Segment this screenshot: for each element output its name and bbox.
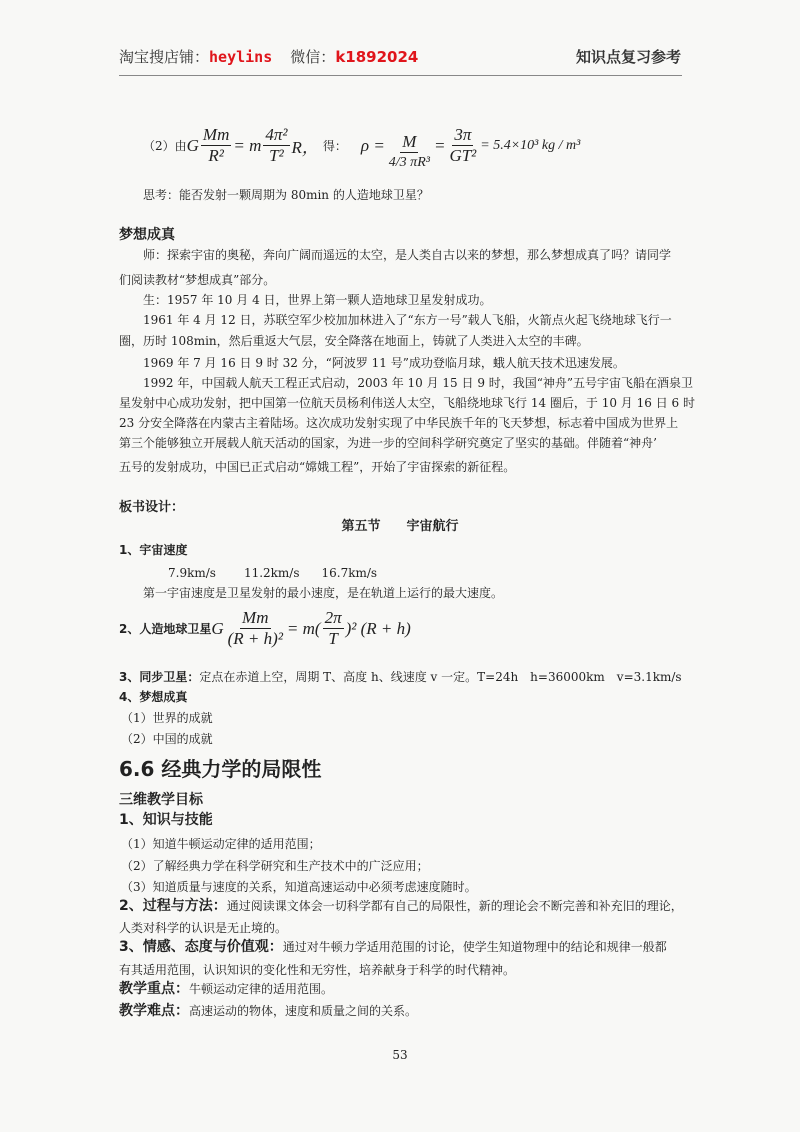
fraction [447,125,478,166]
goal-heading: 2、过程与方法： [119,898,227,914]
goal-emotion [119,939,667,955]
board-item: 4、梦想成真 [119,690,188,704]
denominator: 4/3 πR³ [388,155,430,170]
goal-heading: 1、知识与技能 [119,812,213,828]
goal-process [119,898,683,914]
math-tail: R， [291,138,319,157]
board-item-3 [119,669,682,685]
goal-text: 通过对牛顿力学适用范围的讨论，使学生知道物理中的结论和规律一般都 [282,940,667,954]
shop-name: heylins [209,48,273,66]
board-item-label: 3、同步卫星： [119,670,200,684]
denominator: R² [208,146,224,165]
denominator: GT² [449,146,477,165]
list-item: （1）知道牛顿运动定律的适用范围； [121,837,321,851]
density-formula: （2）由 G $\frac{Mm}{\text{R²}}$ = m $\frac{\text{4π²}}{\text{T²}}$ R， 得： ρ = $\frac{M}{\text{4/3 πR³}}$ = $\frac{3\pi}{\text{GT²}}$ = 5.4×10³ kg / m³ [143,118,580,173]
goal-text: 通过阅读课文体会一切科学都有自己的局限性，新的理论会不断完善和补充旧的理论， [226,899,683,913]
formula-prefix: （2）由 [143,139,187,153]
wechat-label: 微信： [290,48,336,66]
list-item: （2）了解经典力学在科学研究和生产技术中的广泛应用； [121,859,429,873]
math-G: G [186,135,199,155]
shop-label: 淘宝搜店铺： [119,48,210,66]
fraction [201,125,231,166]
paragraph-line: 1969 年 7 月 16 日 9 时 32 分，“阿波罗 11 号”成功登临月球，蛾人航天技术迅速发展。 [143,356,625,370]
board-title: 第五节 宇宙航行 [341,519,459,534]
focus-label: 教学重点： [119,981,189,997]
fraction [323,608,344,649]
speed: 7.9km/s [168,566,216,580]
paragraph-line: 23 分安全降落在内蒙古主着陆场。这次成功发射实现了中华民族千年的飞天梦想，标志着中国成为世界上 [119,416,679,430]
focus-text: 牛顿运动定律的适用范围。 [189,982,334,996]
board-item: 2、人造地球卫星 [119,622,212,636]
math-rho: ρ = [360,135,385,155]
satellite-formula [119,608,411,649]
numerator: Mm [242,608,269,627]
paragraph-line: 们阅读教材“梦想成真”部分。 [119,273,276,287]
numerator: 2π [324,608,342,627]
fraction [226,608,285,649]
numerator: 4π² [265,125,288,144]
header-rule [119,75,682,76]
board-note: 第一宇宙速度是卫星发射的最小速度，是在轨道上运行的最大速度。 [143,586,504,600]
math-rhs: )² (R + h) [345,618,411,638]
board-item-text: 定点在赤道上空，周期 T、高度 h、线速度 v 一定。T=24h h=36000km v=3.1km/s [199,670,682,684]
goal-text: 人类对科学的认识是无止境的。 [119,921,288,935]
paragraph-line: 五号的发射成功，中国已正式启动“嫦娥工程”，开始了宇宙探索的新征程。 [119,460,516,474]
list-item: （2）中国的成就 [121,732,213,746]
list-item: （3）知道质量与速度的关系，知道高速运动中必须考虑速度随时。 [121,880,477,894]
teaching-focus [119,981,333,997]
math-eq: = m [233,135,262,155]
numerator: 3π [454,125,472,144]
speed: 16.7km/s [321,566,378,580]
numerator: M [402,132,417,151]
section-heading: 梦想成真 [119,227,175,243]
difficulty-text: 高速运动的物体，速度和质量之间的关系。 [189,1004,418,1018]
paragraph-line: 1992 年，中国载人航天工程正式启动，2003 年 10 月 15 日 9 时，我国“神舟”五号宇宙飞船在酒泉卫 [143,376,694,390]
paragraph-line: 师：探索宇宙的奥秘，奔向广阔而遥远的太空，是人类自古以来的梦想，那么梦想成真了吗？请同学 [143,248,672,262]
board-heading: 板书设计： [119,500,185,515]
numerator: Mm [202,125,230,144]
wechat-id: k1892024 [335,48,419,66]
board-item: 1、宇宙速度 [119,543,188,557]
difficulty-label: 教学难点： [119,1003,189,1019]
teaching-difficulty [119,1003,417,1019]
header-title: 知识点复习参考 [575,48,681,66]
list-item: （1）世界的成就 [121,711,213,725]
denominator: T² [269,146,284,165]
paragraph-line: 第三个能够独立开展载人航天活动的国家，为进一步的空间科学研究奠定了坚实的基础。伴随着“神舟’ [119,436,657,450]
math-G: G [211,618,224,638]
paragraph-line: 星发射中心成功发射，把中国第一位航天员杨利伟送人太空，飞船绕地球飞行 14 圈后，于 10 月 16 日 6 时 [119,396,695,410]
paragraph-line: 圈，历时 108min，然后重返大气层，安全降落在地面上，铸就了人类进入太空的丰碑。 [119,334,589,348]
fraction [387,132,432,173]
goals-heading: 三维教学目标 [119,792,203,808]
page-number: 53 [392,1048,408,1062]
get-label: 得： [322,139,347,153]
density-result: = 5.4×10³ kg / m³ [480,137,581,153]
goal-heading: 3、情感、态度与价值观： [119,939,283,955]
math-rhs: = m( [286,618,321,638]
paragraph-line: 1961 年 4 月 12 日，苏联空军少校加加林进入了“东方一号”载人飞船，火箭点火起飞绕地球飞行一 [143,313,672,327]
speed-list [168,565,377,581]
chapter-title: 6.6 经典力学的局限性 [119,757,322,781]
denominator: T [328,629,338,648]
think-question: 思考：能否发射一颗周期为 80min 的人造地球卫星？ [143,188,429,202]
speed: 11.2km/s [243,566,300,580]
goal-text: 有其适用范围，认识知识的变化性和无穷性，培养献身于科学的时代精神。 [119,963,516,977]
fraction [263,125,289,166]
denominator: (R + h)² [227,629,283,648]
header-shop [119,46,418,67]
paragraph-line: 生：1957 年 10 月 4 日，世界上第一颗人造地球卫星发射成功。 [143,293,492,307]
